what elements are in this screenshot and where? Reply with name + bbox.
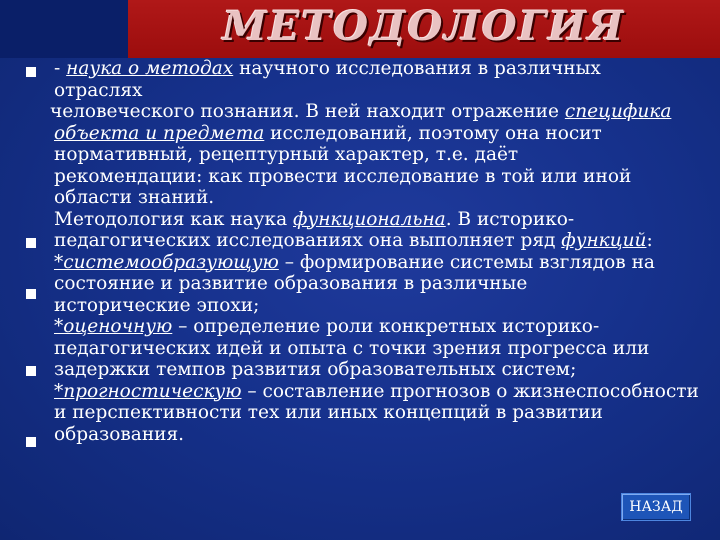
paragraph-line xyxy=(54,338,720,360)
square-bullet-icon xyxy=(26,437,36,447)
corner-block xyxy=(0,0,128,58)
text-run: : xyxy=(646,230,653,251)
text-run: задержки темпов развития образовательных систем; xyxy=(54,359,577,380)
paragraph-line xyxy=(54,252,720,274)
paragraph-line xyxy=(54,424,720,446)
paragraph-line xyxy=(54,123,720,145)
paragraph-line xyxy=(54,295,720,317)
text-run: педагогических исследованиях она выполняет ряд xyxy=(54,230,562,251)
paragraph-line xyxy=(54,230,720,252)
paragraph-line xyxy=(54,402,720,424)
paragraph-line xyxy=(54,58,720,80)
square-bullet-icon xyxy=(26,67,36,77)
term-link: наука о методах xyxy=(66,58,234,79)
text-run: рекомендации: как провести исследование в той или иной xyxy=(54,165,632,187)
text-run: – определение роли конкретных историко- xyxy=(172,316,600,337)
text-run: научного исследования в различных xyxy=(233,58,601,79)
text-run: и перспективности тех или иных концепций в развитии xyxy=(54,402,603,423)
text-run: нормативный, рецептурный характер, т.е. даёт xyxy=(54,144,519,165)
text-run: отраслях xyxy=(54,79,143,101)
paragraph-line xyxy=(54,166,720,188)
term-link: функциональна xyxy=(293,208,446,230)
text-run: – составление прогнозов о жизнеспособности xyxy=(241,380,699,402)
term-link: *системообразующую xyxy=(54,251,279,273)
term-link: *оценочную xyxy=(54,316,173,337)
text-run: – формирование системы взглядов на xyxy=(278,251,655,273)
text-run: области знаний. xyxy=(54,187,215,208)
paragraph-line xyxy=(54,209,720,231)
paragraph-line xyxy=(54,80,720,102)
slide-title: МЕТОДОЛОГИЯ xyxy=(222,3,626,50)
square-bullet-icon xyxy=(26,289,36,299)
text-run: состояние и развитие образования в различные xyxy=(54,273,528,294)
square-bullet-icon xyxy=(26,366,36,376)
paragraph-line xyxy=(54,273,720,295)
slide-body xyxy=(50,58,720,445)
back-button[interactable]: НАЗАД xyxy=(621,493,691,521)
paragraph-line xyxy=(54,381,720,403)
text-run: образования. xyxy=(54,423,185,445)
square-bullet-icon xyxy=(26,238,36,248)
paragraph-line xyxy=(54,316,720,338)
paragraph-line xyxy=(54,359,720,381)
paragraph-line xyxy=(54,144,720,166)
text-run: исследований, поэтому она носит xyxy=(264,122,602,144)
paragraph-line xyxy=(54,187,720,209)
term-link: объекта и предмета xyxy=(54,122,265,144)
term-link: специфика xyxy=(564,101,672,122)
text-run: человеческого познания. В ней находит отражение xyxy=(50,101,565,122)
text-run: - xyxy=(54,58,67,79)
text-run: педагогических идей и опыта с точки зрения прогресса или xyxy=(54,337,650,359)
text-run: исторические эпохи; xyxy=(54,294,260,316)
text-run: Методология как наука xyxy=(54,208,294,230)
term-link: функций xyxy=(561,230,647,251)
paragraph-line xyxy=(50,101,720,123)
text-run: . В историко- xyxy=(445,208,575,230)
term-link: *прогностическую xyxy=(54,380,242,402)
